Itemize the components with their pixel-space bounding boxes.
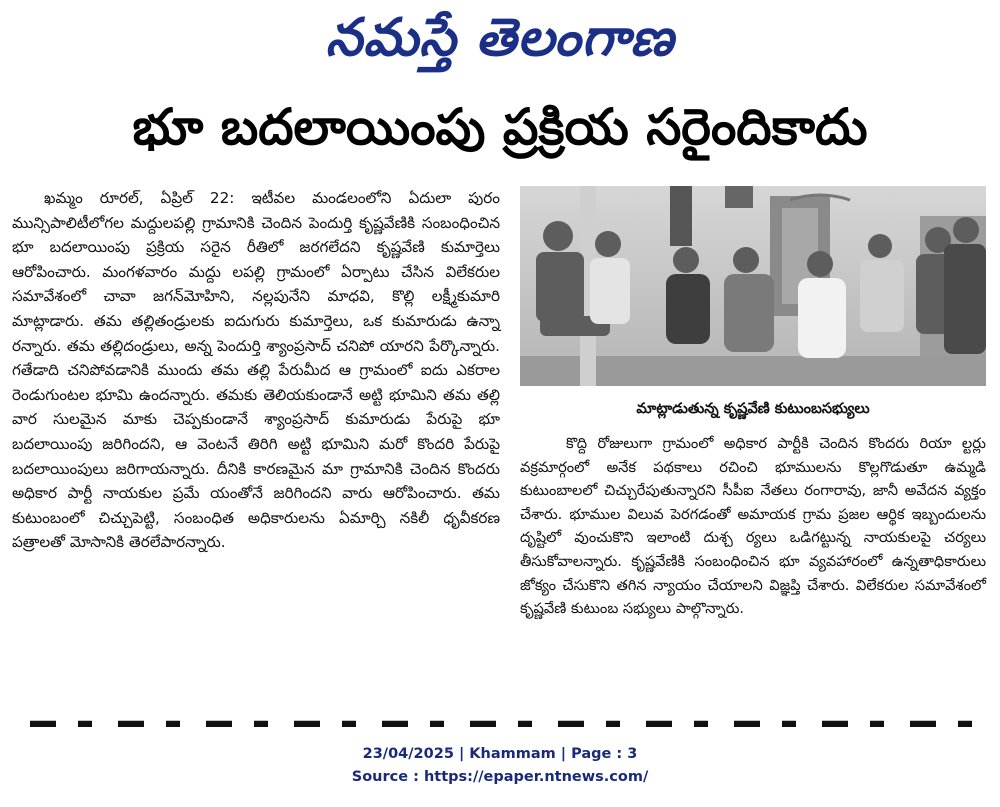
- newspaper-masthead: నమస్తే తెలంగాణ: [325, 7, 675, 68]
- article-body-left: [12, 186, 500, 555]
- source-line: Source : https://epaper.ntnews.com/: [351, 769, 649, 785]
- next-headline-cutoff: [30, 713, 985, 727]
- article-paragraph-left: ఖమ్మం రూరల్, ఏప్రిల్ 22: ఇటీవల మండలంలోని ఏదులా పురం మున్సిపాలిటీలోగల మద్దులపల్లి గ్రామానికి చెందిన పెందుర్తి కృష్ణవేణికి సంబంధించిన భూ బదలాయింపు ప్రక్రియ సరైన రీతిలో జరగలేదని కృష్ణవేణి కుమార్తెలు ఆరోపించారు. మంగళవారం మద్దు లపల్లి గ్రామంలో ఏర్పాటు చేసిన విలేకరుల సమావేశంలో చావా జగన్‌మోహిని, నల్లపునేని మాధవి, కొల్లి లక్ష్మీకుమారి మాట్లాడారు. తమ తల్లితండ్రులకు ఐదుగురు కుమార్తెలు, ఒక కుమారుడు ఉన్నా రన్నారు. తమ తల్లిదండ్రులు, అన్న పెందుర్తి శ్యాంప్రసాద్ చనిపో యారని పేర్కొన్నారు. గతేడాది చనిపోవడానికి ముందు తమ తల్లి పేరుమీద ఆ గ్రామంలో ఐదు ఎకరాల రెండుగుంటల భూమి ఉందన్నారు. తమకు తెలియకుండానే అట్టి భూమిని తమ తల్లి వార సులమైన మాకు చెప్పకుండానే శ్యాంప్రసాద్ కుమారుడు పేరుపై భూ బదలాయింపు జరిగిందని, ఆ వెంటనే తిరిగి అట్టి భూమిని మరో కొందరి పేరుపై బదలాయింపులు జరిగాయన్నారు. దీనికి కారణమైన మా గ్రామానికి చెందిన కొందరు అధికార పార్టీ నాయకుల ప్రమే యంతోనే జరిగిందని వారు ఆరోపించారు. తమ కుటుంబంలో చిచ్చుపెట్టి, సంబంధిత అధికారులను ఏమార్చి నకిలీ ధృవీకరణ పత్రాలతో మోసానికి తెరలేపారన్నారు.: [12, 189, 500, 552]
- article-headline: భూ బదలాయింపు ప్రక్రియ సరైందికాదు: [132, 98, 868, 156]
- article-body-right: [520, 432, 986, 621]
- family-meeting-photo: [520, 186, 986, 386]
- article-paragraph-right: కొద్ది రోజులుగా గ్రామంలో అధికార పార్టీకి చెందిన కొందరు రియా ల్టర్లు వక్రమార్గంలో అనేక పథకాలు రచించి భూములను కొల్లగొడుతూ ఉమ్మడి కుటుంబాలలో చిచ్చురేపుతున్నారని సీపీఐ నేతలు రంగారావు, జానీ అవేదన వ్యక్తం చేశారు. భూముల విలువ పెరగడంతో అమాయక గ్రామ ప్రజల ఆర్థిక ఇబ్బందులను దృష్టిలో వుంచుకొని ఇలాంటి దుశ్చ ర్యలు ఒడిగట్టున్న నాయకులపై చర్యలు తీసుకోవాలన్నారు. కృష్ణవేణికి సంబంధించిన భూ వ్యవహారంలో ఉన్నతాధికారులు జోక్యం చేసుకొని తగిన న్యాయం చేయాలని విజ్ఞప్తి చేశారు. విలేకరుల సమావేశంలో కృష్ణవేణి కుటుంబ సభ్యులు పాల్గొన్నారు.: [520, 435, 986, 618]
- photo-caption: మాట్లాడుతున్న కృష్ణవేణి కుటుంబసభ్యులు: [636, 401, 870, 417]
- edition-date-line: 23/04/2025 | Khammam | Page : 3: [362, 746, 638, 762]
- article-photo: [520, 186, 986, 386]
